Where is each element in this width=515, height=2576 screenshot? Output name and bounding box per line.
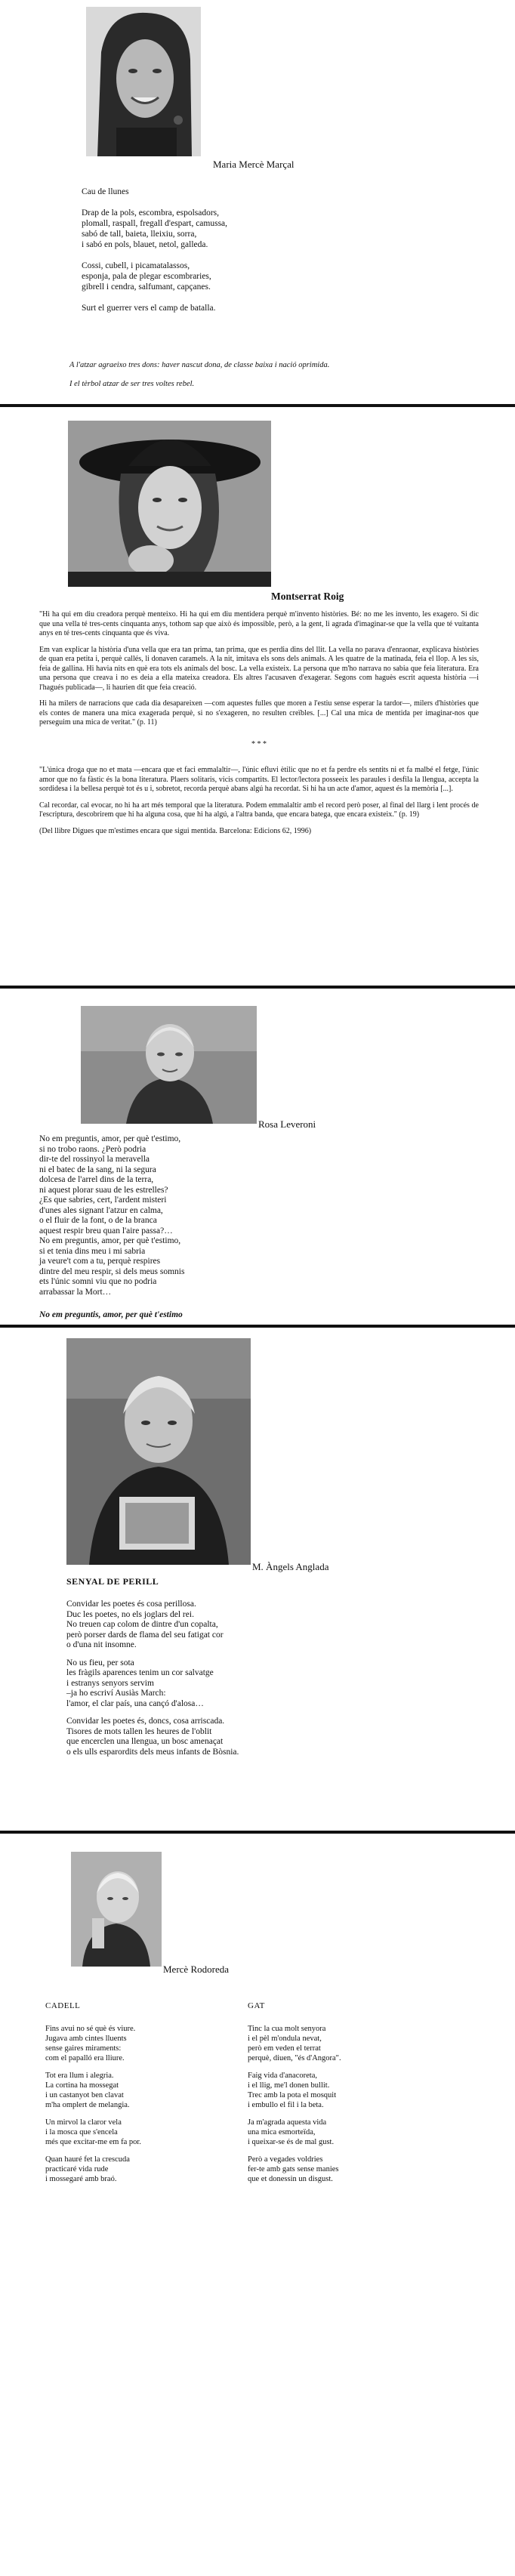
roig-paragraph: Hi ha milers de narracions que cada dia desapareixen —com aquestes fulles que moren a l'estiu sense esperar la tardor—, milers d'històries que els contes de manera una mica exagerada perquè, si no s'exageren, no resulten creïbles. [...] Cal una mica de mentida per imaginar-nos que perseguim una mica de veritat." (p. 11): [39, 699, 479, 727]
anglada-name: M. Àngels Anglada: [252, 1561, 329, 1572]
cadell-poem: [45, 2001, 211, 2192]
section-divider: [0, 404, 515, 407]
anglada-portrait: [66, 1338, 251, 1565]
section-divider: [0, 1831, 515, 1834]
section-divider: [0, 986, 515, 989]
marcal-stanza: Cossi, cubell, i picamatalassos, esponja, pala de plegar escombraries, gibrell i cendra, salfumant, capçanes.: [82, 261, 211, 292]
cadell-stanza: Fins avui no sé què és viure. Jugava amb cintes lluents sense gaires miraments: com el papalló era lliure.: [45, 2025, 136, 2062]
gat-stanza: Però a vegades voldries fer-te amb gats sense manies que et donessin un disgust.: [248, 2155, 339, 2183]
leveroni-portrait: [81, 1006, 257, 1124]
roig-paragraph: "Hi ha qui em diu creadora perquè menteixo. Hi ha qui em diu mentidera perquè m'invento històries. Bé: no me les invento, les exagero. Si dic que una vella té tres-cents cinquanta anys, tothom sap que això és impossible, però, a la gent, li agrada d'imaginar-se que la vella que té vuitanta anys en té tres-cents cinquanta que és viva.: [39, 610, 479, 637]
roig-paragraph: Cal recordar, cal evocar, no hi ha art més temporal que la literatura. Podem emmalaltir amb el record però poser, al final del llarg i lent procés de l'escriptura, descobrirem que hi ha alguna cosa, que hi ha algú, a l'altra banda, que encara batega, que encara existeix." (p. 19): [39, 801, 479, 819]
roig-source: (Del llibre Digues que m'estimes encara que sigui mentida. Barcelona: Edicions 62, 1996): [39, 826, 312, 835]
gat-title: GAT: [248, 2001, 265, 2010]
anglada-poem: [66, 1600, 353, 1765]
cadell-title: CADELL: [45, 2001, 81, 2010]
rodoreda-portrait: [71, 1852, 162, 1967]
roig-text: [39, 610, 479, 843]
gat-poem: [248, 2001, 421, 2192]
anglada-stanza: Convidar les poetes és, doncs, cosa arriscada. Tisores de mots tallen les heures de l'oblit que encerclen una llengua, un bosc amenaçat o els ulls esparordits dels meus infants de Bòsnia.: [66, 1717, 239, 1757]
leveroni-poem-title: No em preguntis, amor, per què t'estimo: [39, 1310, 183, 1319]
anglada-poem-title: SENYAL DE PERILL: [66, 1576, 159, 1587]
roig-name: Montserrat Roig: [271, 591, 344, 602]
cadell-stanza: Tot era llum i alegria. La cortina ha mossegat i un castanyot ben clavat m'ha omplert de melangia.: [45, 2072, 130, 2109]
roig-portrait: [68, 421, 271, 587]
marcal-portrait: [86, 7, 201, 156]
roig-paragraph: "L'única droga que no et mata —encara que et faci emmalaltir—, l'únic efluvi ètilic que no et fa perdre els sentits ni et fa malbé el fetge, l'únic amor que no fa fàstic és la bona literatura. Plaers solitaris, vicis compartits. El lector/lectora posseeix les paraules i desfila la llengua, accepta la sordidesa i la bellesa perquè tot és u i, sobretot, recorda perquè abans algú ha recordat. Si hi ha un acte d'amor, aquest és la memòria [...].: [39, 766, 479, 793]
marcal-poem: [82, 187, 353, 324]
rodoreda-name: Mercè Rodoreda: [163, 1964, 229, 1975]
marcal-quote: I el tèrbol atzar de ser tres voltes rebel.: [69, 380, 195, 388]
gat-stanza: Ja m'agrada aquesta vida una mica esmorteïda, i queixar-se és de mal gust.: [248, 2118, 335, 2146]
leveroni-name: Rosa Leveroni: [258, 1118, 316, 1130]
leveroni-poem: No em preguntis, amor, per què t'estimo, si no trobo raons. ¿Però podria dir-te del rossinyol la meravella ni el batec de la sang, ni la segura dolcesa de l'arrel dins de la terra, ni aquest plorar suau de les estrelles? ¿Es que sabries, cert, l'ardent misteri d'unes ales signant l'atzur en calma, o el fluir de la font, o de la branca aquest respir breu quan l'aire passa?… No em preguntis, amor, per què t'estimo, si et tenia dins meu i mi sabria ja veure't com a tu, perquè respires dintre del meu respir, si dels meus somnis ets l'únic somni viu que no podria arrabassar la Mort…: [39, 1134, 185, 1297]
anglada-stanza: Convidar les poetes és cosa perillosa. Duc les poetes, no els joglars del rei. No treuen cap colom de dintre d'un copalta, però porser dards de flama del seu fatigat cor o d'una nit insomne.: [66, 1600, 224, 1649]
marcal-name: Maria Mercè Marçal: [213, 159, 295, 170]
marcal-stanza: Drap de la pols, escombra, espolsadors, plomall, raspall, fregall d'espart, camussa, sabó de tall, baieta, lleixiu, sorra, i sabó en pols, blauet, netol, galleda.: [82, 208, 228, 249]
marcal-stanza: Surt el guerrer vers el camp de batalla.: [82, 304, 216, 313]
gat-stanza: Tinc la cua molt senyora i el pèl m'ondula nevat, però em veden el terrat perquè, diuen, "és d'Angora".: [248, 2025, 341, 2062]
marcal-poem-title: Cau de llunes: [82, 187, 129, 196]
gat-stanza: Faig vida d'anacoreta, i el llig, me'l donen bullit. Trec amb la pota el mosquit i embullo el fil i la beta.: [248, 2072, 337, 2109]
anglada-stanza: No us fieu, per sota les fràgils aparences tenim un cor salvatge i estranys senyors servim –ja ho escriví Ausiàs March: l'amor, el clar país, una cançó d'alosa…: [66, 1658, 214, 1708]
cadell-stanza: Un mirvol la claror vela i la mosca que s'encela més que excitar-me em fa por.: [45, 2118, 141, 2146]
section-divider: [0, 1325, 515, 1328]
marcal-quote: A l'atzar agraeixo tres dons: haver nascut dona, de classe baixa i nació oprimida.: [69, 361, 330, 369]
roig-separator: * * *: [251, 739, 267, 748]
cadell-stanza: Quan hauré fet la crescuda practicaré vida rude i mossegaré amb braó.: [45, 2155, 130, 2183]
roig-paragraph: Em van explicar la història d'una vella que era tan prima, tan prima, que es perdia dins del llit. La vella no parava d'enraonar, explicava històries de quan era petita i, perquè callés, li donaven caramels. A la nit, imitava els sons dels animals. A les quatre de la matinada, feia el llop. A les sis, feia de gallina. Hi havia nits en què era tots els animals del bosc. La vella existeix. La persona que m'ho narrava no sabia que feia literatura. Era una persona que creava i no es deia a ella mateixa creadora. Els altres l'acusaven d'exagerar. Segons com haguès escrit aquesta història —i l'hagués publicada—, li haurien dit que feia creació.: [39, 645, 479, 692]
